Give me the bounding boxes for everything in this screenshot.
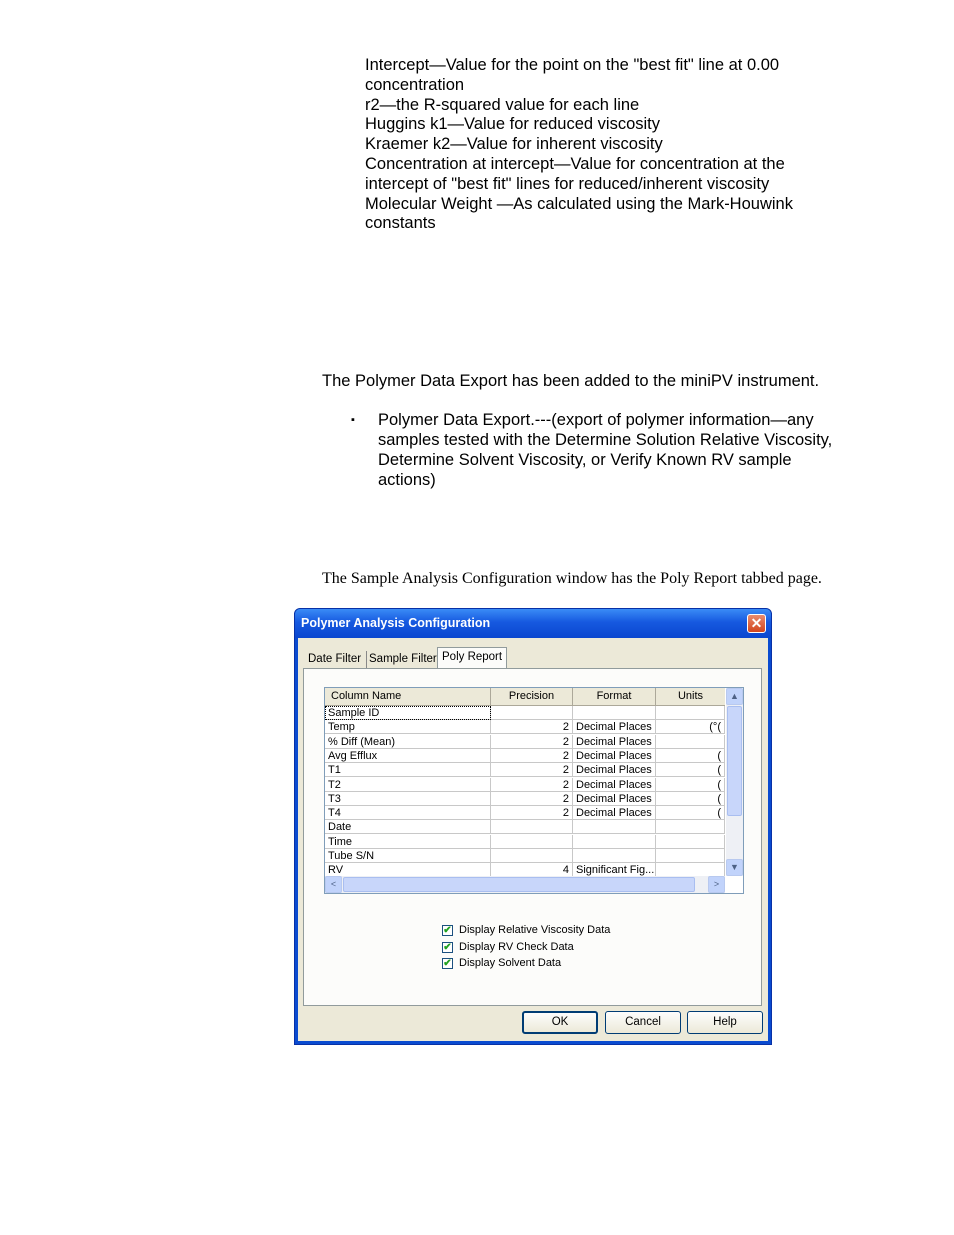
column-name-cell[interactable]: Date bbox=[325, 820, 491, 834]
format-cell[interactable] bbox=[573, 820, 656, 834]
chevron-down-icon: ▼ bbox=[730, 862, 739, 872]
checkbox-solvent[interactable] bbox=[442, 957, 610, 973]
bullet-item bbox=[351, 410, 851, 490]
precision-cell[interactable]: 2 bbox=[491, 720, 573, 734]
units-cell[interactable]: ( bbox=[656, 749, 725, 763]
column-name-cell[interactable]: Tube S/N bbox=[325, 849, 491, 863]
close-button[interactable] bbox=[747, 614, 766, 633]
table-row[interactable] bbox=[325, 749, 725, 763]
header-format[interactable]: Format bbox=[573, 688, 656, 705]
format-cell[interactable]: Significant Fig... bbox=[573, 863, 656, 877]
table-row[interactable] bbox=[325, 720, 725, 734]
format-cell[interactable] bbox=[573, 706, 656, 720]
checkbox-label: Display Relative Viscosity Data bbox=[459, 924, 611, 936]
cancel-button[interactable]: Cancel bbox=[605, 1011, 681, 1034]
precision-cell[interactable]: 2 bbox=[491, 792, 573, 806]
checkbox-box[interactable] bbox=[442, 942, 453, 953]
scroll-down-button[interactable] bbox=[726, 859, 743, 876]
table-row[interactable] bbox=[325, 849, 725, 863]
units-cell[interactable]: ( bbox=[656, 778, 725, 792]
chevron-up-icon: ▲ bbox=[730, 691, 739, 701]
format-cell[interactable]: Decimal Places bbox=[573, 792, 656, 806]
definition-molecular-weight: Molecular Weight —As calculated using the Mark-Houwink constants bbox=[365, 194, 793, 233]
column-name-cell[interactable]: T2 bbox=[325, 778, 491, 792]
table-row[interactable] bbox=[325, 778, 725, 792]
format-cell[interactable]: Decimal Places bbox=[573, 778, 656, 792]
column-name-cell[interactable]: % Diff (Mean) bbox=[325, 735, 491, 749]
horizontal-scrollbar[interactable] bbox=[325, 876, 725, 893]
definition-r2: r2—the R-squared value for each line bbox=[365, 95, 640, 114]
polymer-analysis-dialog bbox=[294, 608, 772, 1045]
format-cell[interactable]: Decimal Places bbox=[573, 735, 656, 749]
column-name-cell[interactable]: Avg Efflux bbox=[325, 749, 491, 763]
bullet-marker: ▪ bbox=[351, 414, 355, 426]
units-cell[interactable] bbox=[656, 835, 725, 849]
column-name-cell[interactable]: RV bbox=[325, 863, 491, 877]
dialog-title: Polymer Analysis Configuration bbox=[301, 616, 491, 630]
column-name-cell[interactable]: Time bbox=[325, 835, 491, 849]
horizontal-scroll-thumb[interactable] bbox=[343, 877, 695, 892]
checkmark-icon: ✔ bbox=[443, 925, 452, 936]
table-row[interactable] bbox=[325, 792, 725, 806]
format-cell[interactable] bbox=[573, 835, 656, 849]
checkbox-rv-check[interactable] bbox=[442, 941, 610, 957]
precision-cell[interactable] bbox=[491, 820, 573, 834]
header-precision[interactable]: Precision bbox=[491, 688, 573, 705]
vertical-scroll-thumb[interactable] bbox=[727, 706, 742, 816]
units-cell[interactable] bbox=[656, 849, 725, 863]
units-cell[interactable]: (°( bbox=[656, 720, 725, 734]
units-cell[interactable]: ( bbox=[656, 792, 725, 806]
help-button[interactable]: Help bbox=[687, 1011, 763, 1034]
definition-list bbox=[365, 56, 835, 234]
precision-cell[interactable]: 2 bbox=[491, 749, 573, 763]
scroll-left-button[interactable] bbox=[325, 876, 342, 893]
scroll-right-button[interactable] bbox=[708, 876, 725, 893]
checkmark-icon: ✔ bbox=[443, 958, 452, 969]
config-intro-paragraph: The Sample Analysis Configuration window has the Poly Report tabbed page. bbox=[322, 570, 822, 587]
definition-kraemer: Kraemer k2—Value for inherent viscosity bbox=[365, 135, 663, 154]
definition-concentration: Concentration at intercept—Value for concentration at the intercept of "best fit" lines for reduced/inherent viscosity bbox=[365, 154, 785, 193]
column-name-cell[interactable]: Sample ID bbox=[325, 706, 491, 720]
precision-cell[interactable]: 2 bbox=[491, 778, 573, 792]
precision-cell[interactable] bbox=[491, 849, 573, 863]
header-units[interactable]: Units bbox=[677, 690, 704, 702]
scroll-up-button[interactable] bbox=[726, 688, 743, 705]
checkmark-icon: ✔ bbox=[443, 941, 452, 953]
definition-huggins: Huggins k1—Value for reduced viscosity bbox=[365, 115, 661, 134]
precision-cell[interactable]: 2 bbox=[491, 735, 573, 749]
format-cell[interactable]: Decimal Places bbox=[573, 806, 656, 820]
column-grid[interactable] bbox=[324, 687, 744, 894]
units-cell[interactable] bbox=[656, 820, 725, 834]
vertical-scrollbar[interactable] bbox=[726, 688, 743, 876]
checkbox-label: Display RV Check Data bbox=[459, 940, 574, 953]
dialog-titlebar[interactable] bbox=[295, 609, 771, 638]
chevron-right-icon: > bbox=[713, 879, 720, 889]
precision-cell[interactable] bbox=[491, 835, 573, 849]
table-row[interactable] bbox=[325, 820, 725, 834]
format-cell[interactable]: Decimal Places bbox=[573, 749, 656, 763]
close-icon: ✕ bbox=[750, 615, 763, 631]
precision-cell[interactable]: 2 bbox=[491, 763, 573, 777]
checkbox-relative-viscosity[interactable] bbox=[442, 924, 610, 940]
grid-header bbox=[325, 688, 725, 706]
export-intro-paragraph: The Polymer Data Export has been added to the miniPV instrument. bbox=[322, 372, 820, 390]
units-cell[interactable] bbox=[656, 735, 725, 749]
definition-intercept: Intercept—Value for the point on the "best fit" line at 0.00 concentration bbox=[365, 56, 780, 94]
column-name-cell[interactable]: T1 bbox=[325, 763, 491, 777]
dialog-body bbox=[298, 638, 768, 1041]
poly-report-panel bbox=[303, 668, 762, 1006]
units-cell[interactable]: ( bbox=[656, 763, 725, 777]
chevron-left-icon: < bbox=[330, 879, 337, 889]
precision-cell[interactable]: 4 bbox=[491, 863, 573, 877]
table-row[interactable] bbox=[325, 763, 725, 777]
tab-sample-filter[interactable]: Sample Filter bbox=[369, 653, 437, 665]
format-cell[interactable]: Decimal Places bbox=[573, 763, 656, 777]
table-row[interactable] bbox=[325, 706, 725, 720]
table-row[interactable] bbox=[325, 806, 725, 820]
checkbox-label: Display Solvent Data bbox=[459, 957, 562, 969]
format-cell[interactable] bbox=[573, 849, 656, 863]
bullet-text: Polymer Data Export.---(export of polymer information—any samples tested with the Determine Solution Relative Viscosity, Determine Solvent Viscosity, or Verify Known RV sample actions) bbox=[378, 411, 833, 489]
tab-date-filter[interactable]: Date Filter bbox=[308, 651, 367, 668]
table-row[interactable] bbox=[325, 735, 725, 749]
column-name-cell[interactable]: T4 bbox=[325, 806, 491, 820]
table-row[interactable] bbox=[325, 835, 725, 849]
units-cell[interactable] bbox=[656, 706, 725, 720]
display-options bbox=[442, 924, 610, 974]
tab-poly-report[interactable]: Poly Report bbox=[437, 647, 507, 669]
checkbox-box[interactable] bbox=[442, 925, 453, 936]
precision-cell[interactable]: 2 bbox=[491, 806, 573, 820]
checkbox-box[interactable] bbox=[442, 958, 453, 969]
header-column-name[interactable]: Column Name bbox=[325, 688, 491, 705]
column-name-cell[interactable]: T3 bbox=[325, 792, 491, 806]
units-cell[interactable]: ( bbox=[656, 806, 725, 820]
format-cell[interactable]: Decimal Places bbox=[573, 720, 656, 734]
ok-button[interactable]: OK bbox=[522, 1011, 598, 1034]
precision-cell[interactable] bbox=[491, 706, 573, 720]
column-name-cell[interactable]: Temp bbox=[325, 720, 491, 734]
